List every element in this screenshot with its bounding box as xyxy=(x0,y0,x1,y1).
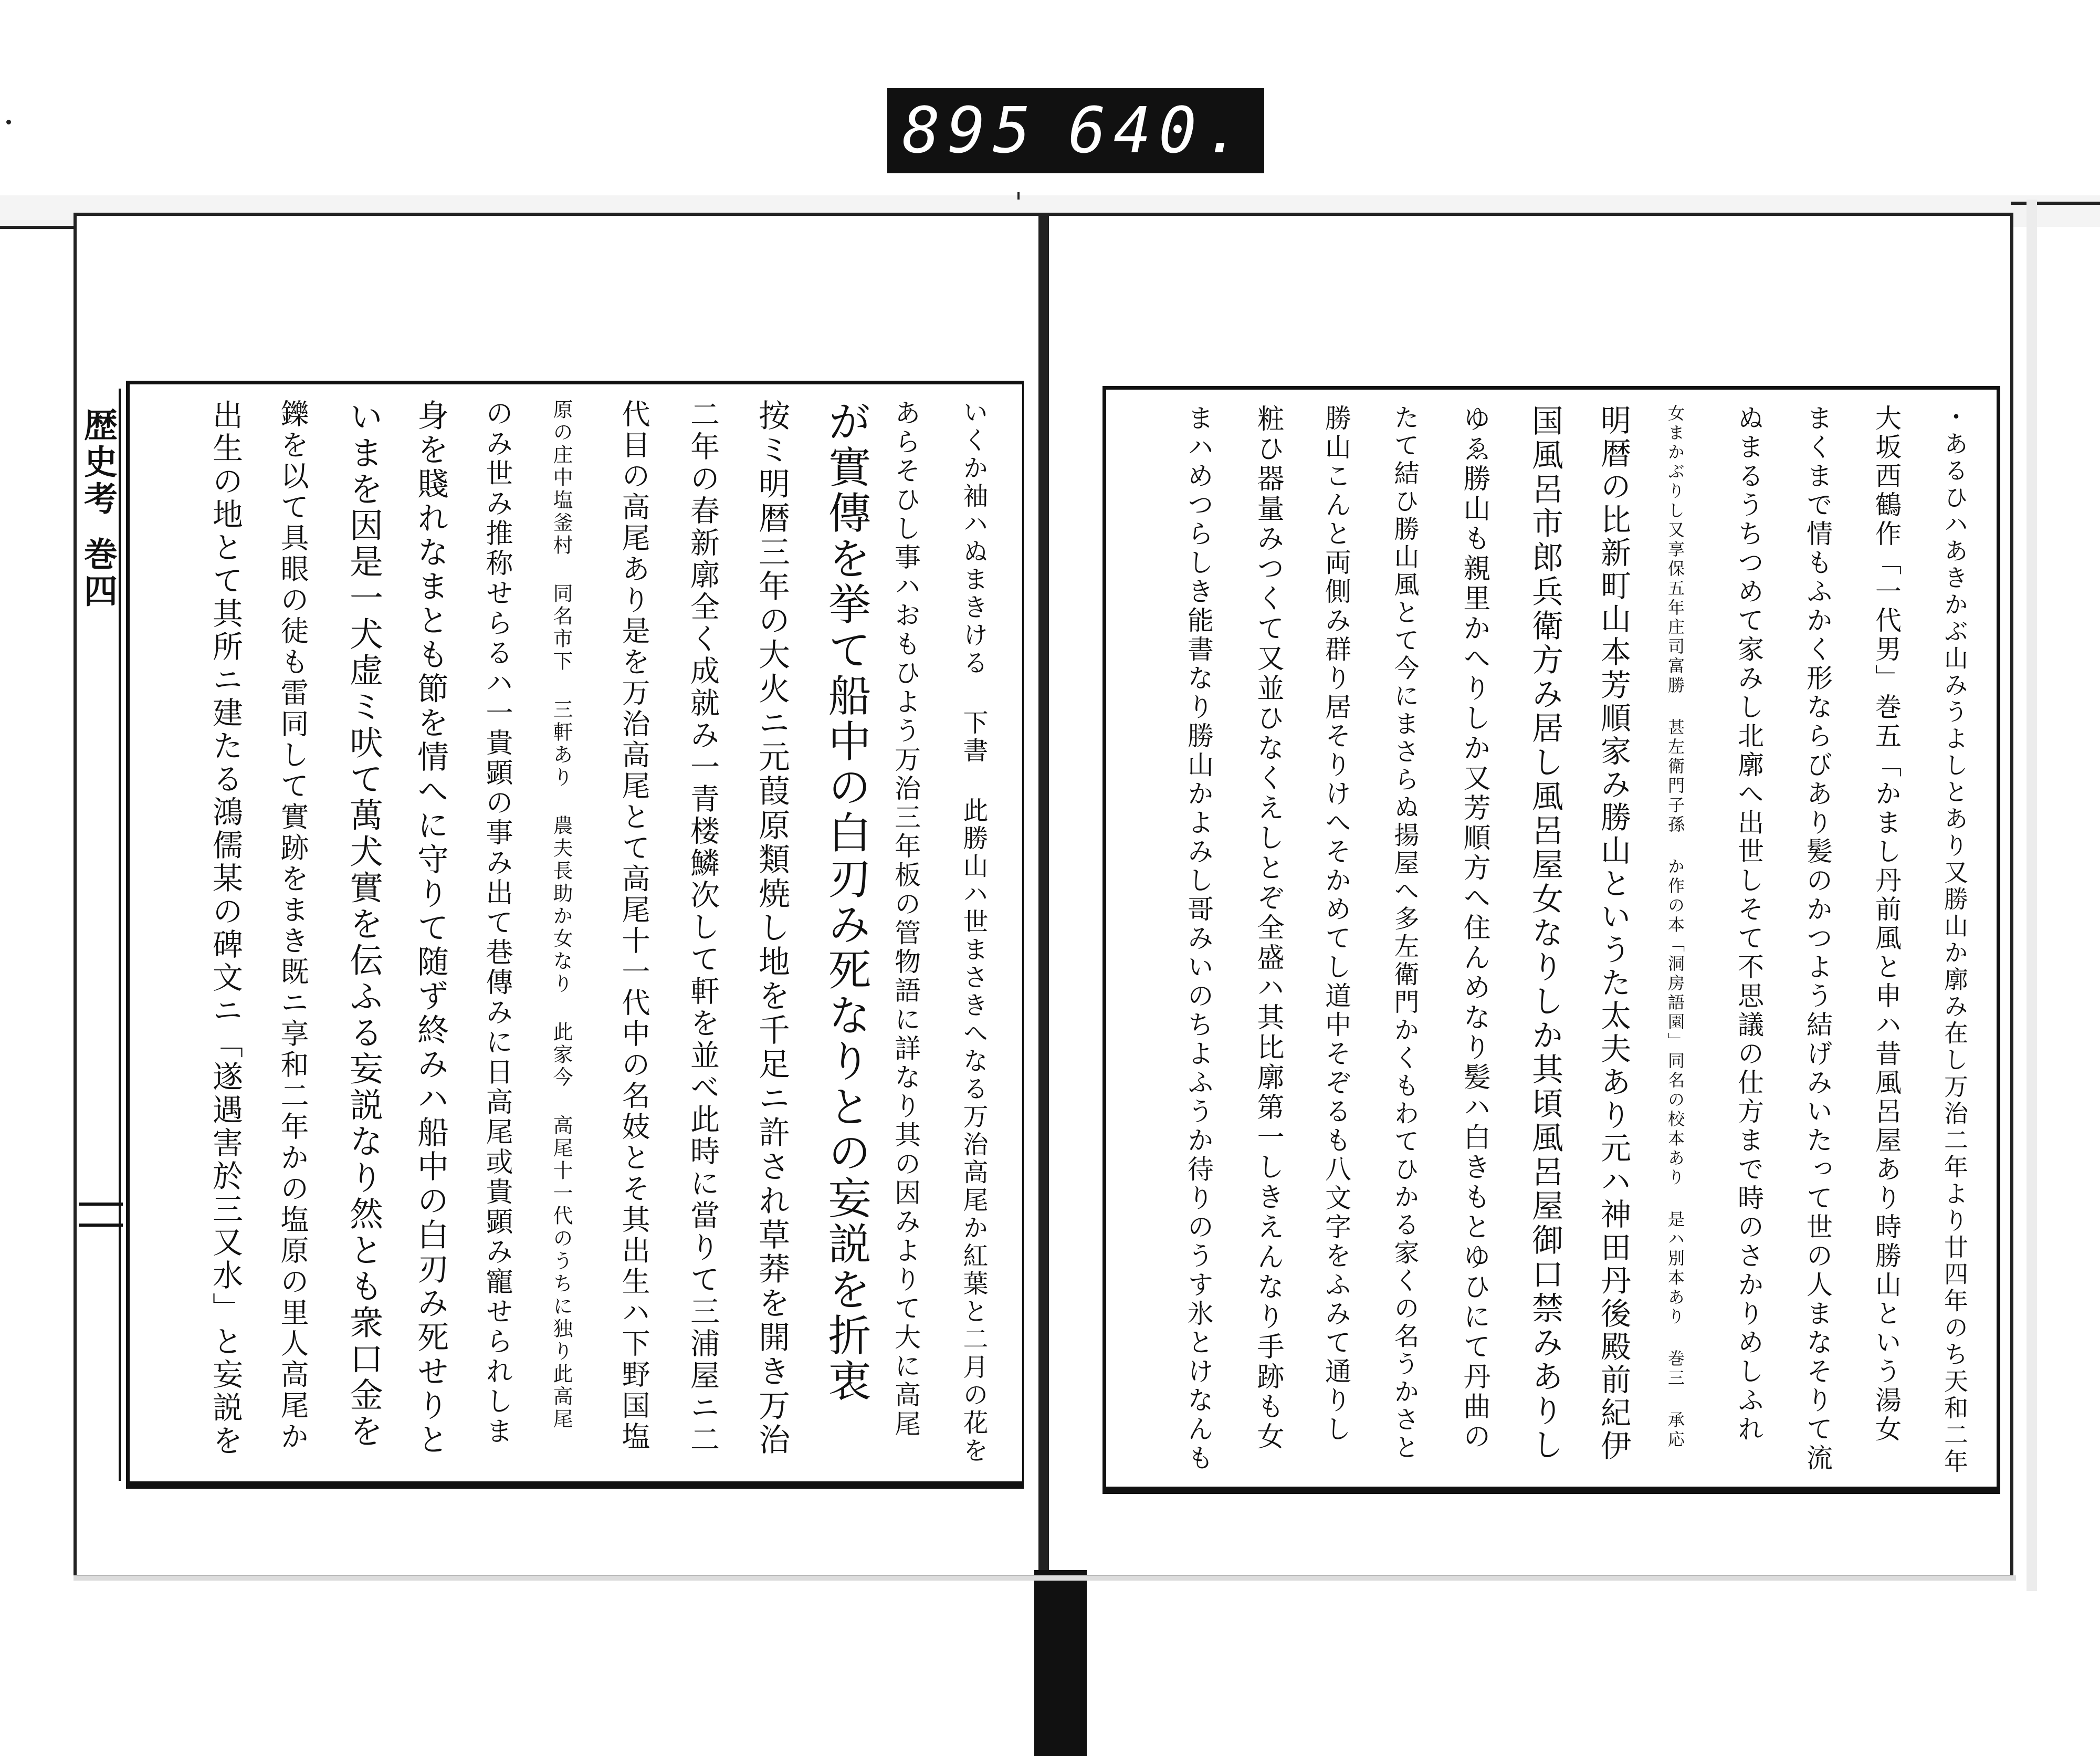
right-text-column-8: ゆゑ勝山も親里かへりしか又芳順方へ住んめなり髪ハ白きもとゆひにて丹曲の xyxy=(1458,404,1490,1452)
page-edge-shadow xyxy=(2026,200,2037,1591)
hashira-divider xyxy=(79,1203,123,1206)
microfilm-frame-number xyxy=(887,88,1264,173)
right-text-column-4: ぬまるうちつめて家みし北廓へ出世しそて不思議の仕方まで時のさかりめしふれ xyxy=(1734,404,1764,1444)
right-text-column-11: 粧ひ器量みつくて又並ひなくえしとぞ全盛ハ其比廓第一しきえんなり手跡も女 xyxy=(1252,404,1284,1452)
hashira-title: 歴史考 xyxy=(78,407,118,518)
left-text-column-9: 身を賤れなまとも節を情へに守りて随ず終みハ船中の白刃み死せりと xyxy=(412,399,449,1457)
left-text-column-12: 出生の地とて其所ニ建たる鴻儒某の碑文ニ「遂遇害於三又水」と妄説を xyxy=(207,399,243,1458)
left-text-column-5: 二年の春新廓全く成就み一青楼鱗次して軒を並べ此時に當りて三浦屋ニ二 xyxy=(686,399,720,1456)
left-text-frame xyxy=(126,381,1024,1489)
right-text-column-12: まハめつらしき能書なり勝山かよみし哥みいのちよふうか待りのうす氷とけなんも xyxy=(1183,404,1214,1473)
left-text-column-10: いまを因是一犬虚ミ吠て萬犬實を伝ふる妄説なり然とも衆口金を xyxy=(344,399,383,1450)
left-text-column-8: のみ世み推称せらるハ一貴顕の事み出て巷傳みに日高尾或貴顕み寵せられしま xyxy=(481,399,512,1447)
book-binding xyxy=(1034,1570,1087,1756)
right-text-column-5: 女まかぶりし又享保五年庄司富勝 甚左衛門子孫 か作の本「洞房語園」同名の校本あり 是ハ別本あり 巻三 承応 xyxy=(1665,404,1685,1450)
left-text-column-1: いくか袖ハぬまきける 下書 此勝山ハ世まさきへなる万治高尾か紅葉と二月の花を xyxy=(959,399,988,1465)
right-text-column-6: 明暦の比新町山本芳順家み勝山というた太夫あり元ハ神田丹後殿前紀伊 xyxy=(1595,404,1631,1463)
page-bottom-shadow xyxy=(74,1575,2016,1581)
book-edge-left xyxy=(0,226,74,250)
book-edge-right xyxy=(2011,202,2100,226)
left-text-column-3: が實傳を挙て船中の白刃み死なりとの妄説を折衷 xyxy=(821,399,871,1404)
scan-speck xyxy=(6,120,11,124)
hashira-divider xyxy=(79,1224,123,1227)
right-text-column-10: 勝山こんと両側み群り居そりけへそかめてし道中そぞるも八文字をふみて通りし xyxy=(1321,404,1351,1444)
hashira-column xyxy=(79,389,121,1481)
left-text-column-2: あらそひし事ハおもひよう万治三年板の管物語に詳なり其の因みよりて大に高尾 xyxy=(890,399,921,1439)
left-text-column-4: 按ミ明暦三年の大火ニ元葭原類焼し地を千足ニ許され草莽を開き万治 xyxy=(753,399,790,1457)
left-text-column-7: 原の庄中塩釜村 同名市下 三軒あり 農夫長助か女なり 此家今 高尾十一代のうちに独り此高尾 xyxy=(550,399,573,1431)
right-text-column-7: 国風呂市郎兵衛方み居し風呂屋女なりしか其頃風呂屋御口禁みありし xyxy=(1527,404,1563,1462)
scan-speck xyxy=(1017,192,1020,200)
frame-number-left: 895 xyxy=(902,94,1038,168)
left-text-column-6: 代目の高尾あり是を万治高尾とて高尾十一代中の名妓とそ其出生ハ下野国塩 xyxy=(617,399,650,1452)
book-gutter xyxy=(1038,213,1046,1578)
right-text-column-1: ・あるひハあきかぶ山みうよしとあり又勝山か廓み在し万治二年より廿四年のち天和二年 xyxy=(1940,404,1969,1476)
right-text-column-2: 大坂西鶴作「一代男」巻五「かまし丹前風と申ハ昔風呂屋あり時勝山という湯女 xyxy=(1871,404,1902,1444)
frame-number-right: 640. xyxy=(1068,94,1250,168)
right-text-column-3: まくまで情もふかく形ならびあり髪のかつよう結げみいたって世の人まなそりて流 xyxy=(1802,404,1833,1473)
hashira-volume: 巻四 xyxy=(78,537,118,610)
right-text-column-9: たて結ひ勝山風とて今にまさらぬ揚屋へ多左衛門かくもわてひかる家くの名うかさと xyxy=(1390,404,1419,1462)
left-text-column-11: 鑠を以て具眼の徒も雷同して實跡をまき既ニ享和二年かの塩原の里人高尾か xyxy=(276,399,309,1452)
